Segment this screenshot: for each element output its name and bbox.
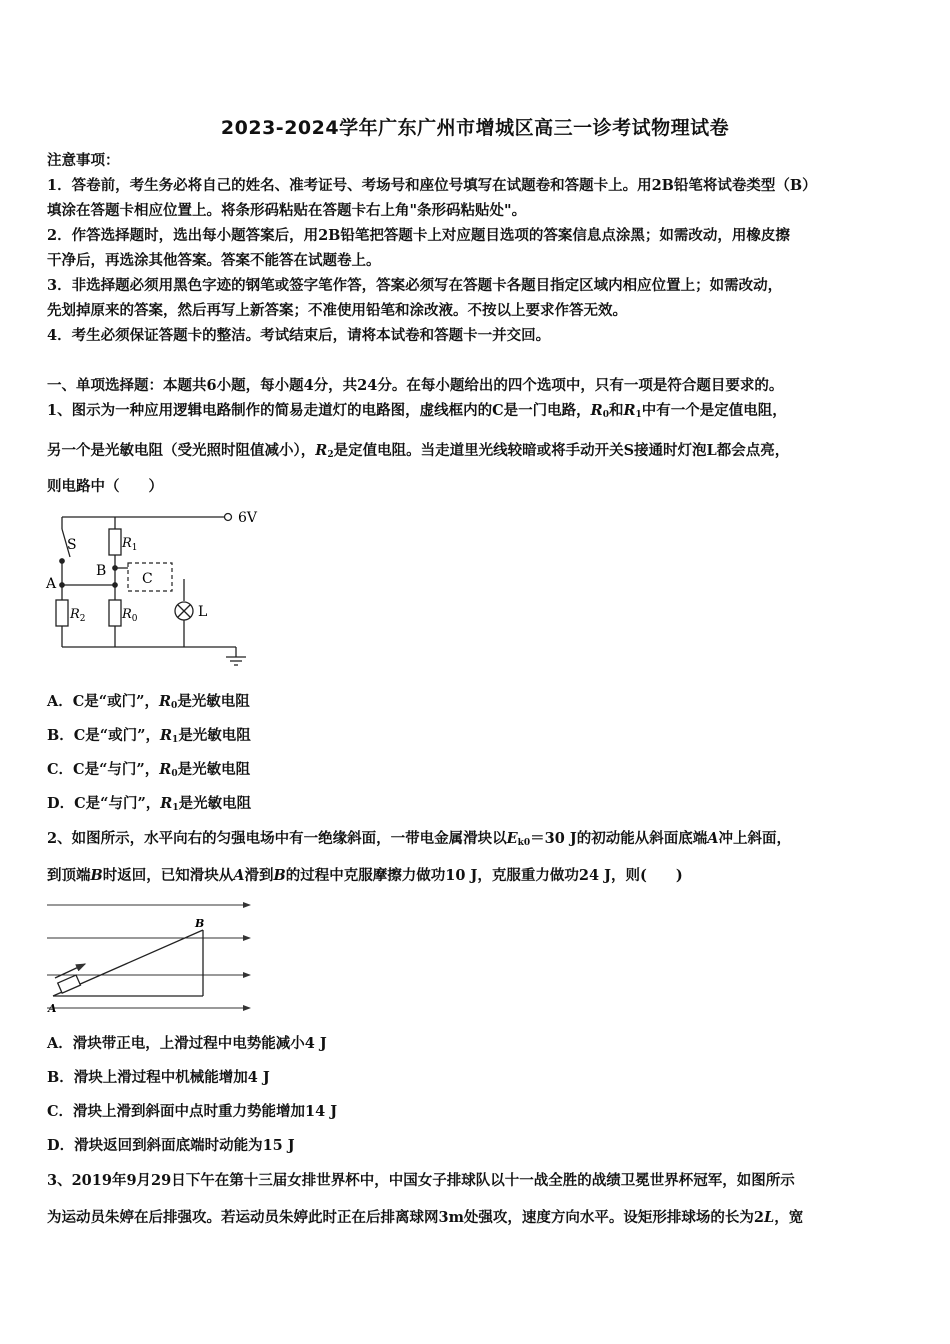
q1-option-b[interactable]: B．C是“或门”，$R_1$是光敏电阻 [47,727,251,745]
q2-text-line1: 2、如图所示，水平向右的匀强电场中有一绝缘斜面，一带电金属滑块以$E_{k0}=30$ J的初动能从斜面底端A冲上斜面， [47,830,792,848]
node-a-label: A [46,576,57,592]
q2-option-d[interactable]: D．滑块返回到斜面底端时动能为15 J [47,1137,295,1154]
slider-block [58,975,81,993]
q2-option-c[interactable]: C．滑块上滑到斜面中点时重力势能增加14 J [47,1103,338,1120]
notice-line: 先划掉原来的答案，然后再写上新答案；不准使用铅笔和涂改液。不按以上要求作答无效。 [47,302,627,319]
q1-text-line1: 1、图示为一种应用逻辑电路制作的简易走道灯的电路图，虚线框内的C是一门电路，$R_0$和$R_1$中有一个是定值电阻， [47,402,787,420]
r0-label: $R_0$ [122,607,138,624]
incline-label-a: A [48,1002,57,1015]
circuit-diagram [40,505,270,675]
notice-heading: 注意事项： [47,152,120,169]
page-title: 2023-2024学年广东广州市增城区高三一诊考试物理试卷 [220,117,730,139]
notice-line: 2．作答选择题时，选出每小题答案后，用2B铅笔把答题卡上对应题目选项的答案信息点涂黑；如需改动，用橡皮擦 [47,227,790,244]
voltage-label: 6V [238,510,258,526]
lamp-label: L [198,604,208,620]
q1-option-d[interactable]: D．C是“与门”，$R_1$是光敏电阻 [47,795,252,813]
r1-label: $R_1$ [122,536,138,553]
section-heading: 一、单项选择题：本题共6小题，每小题4分，共24分。在每小题给出的四个选项中，只有一项是符合题目要求的。 [47,377,784,394]
incline-label-b: B [195,917,205,930]
q1-option-c[interactable]: C．C是“与门”，$R_0$是光敏电阻 [47,761,251,779]
gate-label: C [142,571,153,587]
notice-line: 1．答卷前，考生务必将自己的姓名、准考证号、考场号和座位号填写在试题卷和答题卡上。用2B铅笔将试卷类型（B） [47,177,817,194]
notice-line: 3．非选择题必须用黑色字迹的钢笔或签字笔作答，答案必须写在答题卡各题目指定区域内相应位置上；如需改动， [47,277,783,294]
q1-text-line2: 另一个是光敏电阻（受光照时阻值减小），$R_2$是定值电阻。当走道里光线较暗或将手动开关S接通时灯泡L都会点亮， [47,442,790,460]
q1-option-a[interactable]: A．C是“或门”，$R_0$是光敏电阻 [47,693,250,711]
q2-option-a[interactable]: A．滑块带正电，上滑过程中电势能减小4 J [47,1035,327,1052]
q2-option-b[interactable]: B．滑块上滑过程中机械能增加4 J [47,1069,270,1086]
incline-diagram [45,900,260,1018]
node-b-label: B [96,563,107,579]
q3-text-line2: 为运动员朱婷在后排强攻。若运动员朱婷此时正在后排离球网3m处强攻，速度方向水平。设矩形排球场的长为2L，宽 [47,1209,804,1226]
q3-text-line1: 3、2019年9月29日下午在第十三届女排世界杯中，中国女子排球队以十一战全胜的战绩卫冕世界杯冠军，如图所示 [47,1172,795,1189]
r2-label: $R_2$ [70,607,86,624]
q2-text-line2: 到顶端B时返回，已知滑块从A滑到B的过程中克服摩擦力做功10 J，克服重力做功24 J，则( ) [47,867,683,884]
notice-line: 干净后，再选涂其他答案。答案不能答在试题卷上。 [47,252,381,269]
q1-text-line3: 则电路中（ ） [47,478,163,495]
notice-line: 填涂在答题卡相应位置上。将条形码粘贴在答题卡右上角"条形码粘贴处"。 [47,202,527,219]
switch-label: S [67,537,77,553]
notice-line: 4．考生必须保证答题卡的整洁。考试结束后，请将本试卷和答题卡一并交回。 [47,327,551,344]
